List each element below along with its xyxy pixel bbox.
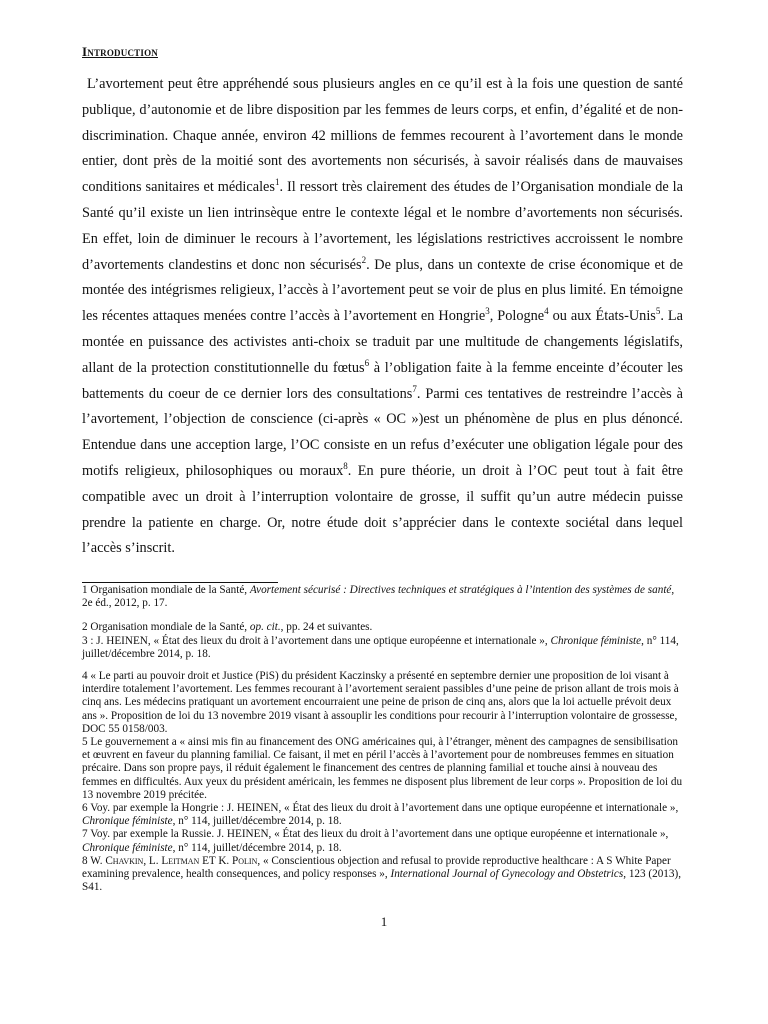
footnote-text: , n° 114, juillet/décembre 2014, p. 18. <box>172 815 342 828</box>
author-name: Leitman <box>161 854 200 867</box>
body-text-segment: , Pologne <box>489 308 545 325</box>
footnote-text: , n° 114, juillet/décembre 2014, p. 18. <box>172 841 342 854</box>
footnote-ref[interactable]: 4 <box>544 306 549 317</box>
footnote-ref[interactable]: 7 <box>412 383 417 394</box>
footnote-title: Avortement sécurisé : Directives techniques et stratégiques à l’intention des systèmes de santé <box>249 584 672 596</box>
footnote-title: Chronique féministe <box>82 841 173 854</box>
footnote-ref[interactable]: 1 <box>274 177 280 188</box>
footnote-ref[interactable]: 2 <box>361 254 367 265</box>
footnote-text: , L. <box>143 854 162 867</box>
footnote-3 <box>82 635 683 661</box>
footnote-2 <box>82 621 683 634</box>
footnote-8 <box>82 855 683 895</box>
body-text-segment: . De plus, dans un contexte de crise économique et de montée des intégrismes religieux, l’accès à l’avortement peut se voir de plus en plus limité. En témoigne les récentes attaques menées contre l’accès à l’avortement en Hongrie <box>82 256 683 325</box>
footnote-ref[interactable]: 3 <box>485 306 490 317</box>
body-text-segment: L’avortement peut être appréhendé sous plusieurs angles en ce qu’il est à la fois une question de santé publique, d’autonomie et de libre disposition par les femmes de leurs corps, et enfin, d’égalité et de non-discrimination. Chaque année, environ 42 millions de femmes recourent à l’avortement dans le monde entier, dont près de la moitié sont des avortements non sécurisés, à savoir réalisés dans de mauvaises conditions sanitaires et médicales <box>82 76 683 196</box>
footnote-text: ET K. <box>199 854 233 867</box>
footnote-title: Chronique féministe <box>550 634 642 647</box>
footnote-text: , « Conscientious objection and refusal to provide reproductive healthcare : A S White Paper examining prevalence, health consequences, and policy responses », <box>82 854 671 881</box>
footnote-text: 1 Organisation mondiale de la Santé, <box>82 584 250 596</box>
page-number: 1 <box>380 914 388 929</box>
footnote-separator <box>82 582 278 583</box>
footnote-text: 2 Organisation mondiale de la Santé, <box>82 621 250 634</box>
introduction-paragraph <box>82 72 683 562</box>
footnote-5: 5 Le gouvernement a « ainsi mis fin au financement des ONG américaines qui, à l’étranger, mènent des campagnes de sensibilisation et œuvrent en faveur du planning familial. Ce faisant, il met en péril l’accès à l’avortement pour de nombreuses femmes en situation précaire. Dans son propre pays, il réduit également le financement des centres de planning familial et touche ainsi à nouveau des femmes en difficultés. Aux yeux du président américain, les femmes ne disposent plus librement de leur corps ». Proposition de loi du 13 novembre 2019 précitée. <box>82 736 683 801</box>
body-text-segment: . Parmi ces tentatives de restreindre l’accès à l’avortement, l’objection de conscience (ci-après « OC »)est un phénomène de plus en plus dénoncé. Entendue dans une acception large, l’OC consiste en un refus d’exécuter une obligation légale pour des motifs religieux, philosophiques ou moraux <box>82 385 683 479</box>
footnote-text: , n° 114, juillet/décembre 2014, p. 18. <box>82 634 679 660</box>
body-text-segment: . La montée en puissance des activistes anti-choix se traduit par une multitude de changements législatifs, allant de la protection constitutionnelle du fœtus <box>82 308 683 376</box>
footnote-1 <box>82 584 683 610</box>
footnote-text: , 123 (2013), S41. <box>82 868 682 894</box>
footnote-text: , 2e éd., 2012, p. 17. <box>82 584 675 610</box>
body-text-segment: . Il ressort très clairement des études de l’Organisation mondiale de la Santé qu’il existe un lien intrinsèque entre le contexte légal et le nombre d’avortements non sécurisés. En effet, loin de diminuer le recours à l’avortement, les législations restrictives accroissent le nombre d’avortements clandestins et donc non sécurisés <box>82 179 683 273</box>
footnote-4: 4 « Le parti au pouvoir droit et Justice (PiS) du président Kaczinsky a présenté en septembre dernier une proposition de loi visant à interdire totalement l’avortement. Les femmes recourant à l’avortement seraient passibles d’une peine de prison allant de trois mois à cinq ans. Les médecins pratiquant un avortement encourraient une peine de prison de cinq ans, alors que la loi actuelle prévoit deux ans ». Proposition de loi du 13 novembre 2019 visant à assouplir les conditions pour recourir à l’interruption volontaire de grossesse, DOC 55 0158/003. <box>82 670 679 735</box>
footnote-text: 8 W. <box>82 854 106 867</box>
footnote-text: 3 : J. HEINEN, « État des lieux du droit à l’avortement dans une optique européenne et internationale », <box>82 634 551 647</box>
footnote-text: 6 Voy. par exemple la Hongrie : J. HEINEN, « État des lieux du droit à l’avortement dans une optique européenne et internationale », <box>82 802 679 815</box>
footnote-7 <box>82 828 683 854</box>
body-text-segment: . En pure théorie, un droit à l’OC peut tout à fait être compatible avec un droit à l’interruption volontaire de grosse, il suffit qu’un autre médecin puisse prendre la patiente en charge. Or, notre étude doit s’apprécier dans le contexte sociétal dans lequel l’accès s’inscrit. <box>82 462 683 557</box>
footnote-ref[interactable]: 5 <box>655 306 661 317</box>
footnote-title: International Journal of Gynecology and Obstetrics <box>390 868 624 881</box>
author-name: Polin <box>232 854 258 867</box>
footnote-title: op. cit. <box>249 621 281 634</box>
body-text-segment: à l’obligation faite à la femme enceinte d’écouter les battements du coeur de ce dernier lors des consultations <box>82 359 683 402</box>
body-text-segment: ou aux États-Unis <box>548 308 656 325</box>
author-name: Chavkin <box>105 854 144 867</box>
footnote-6 <box>82 802 683 828</box>
footnote-text: , pp. 24 et suivantes. <box>280 621 373 634</box>
footnote-ref[interactable]: 8 <box>343 461 348 472</box>
footnote-title: Chronique féministe <box>82 815 173 828</box>
footnotes <box>82 584 683 894</box>
section-heading: Introduction <box>82 44 158 59</box>
footnote-text: 7 Voy. par exemple la Russie. J. HEINEN, « État des lieux du droit à l’avortement dans une optique européenne et internationale », <box>82 828 669 841</box>
footnote-ref[interactable]: 6 <box>364 358 370 368</box>
